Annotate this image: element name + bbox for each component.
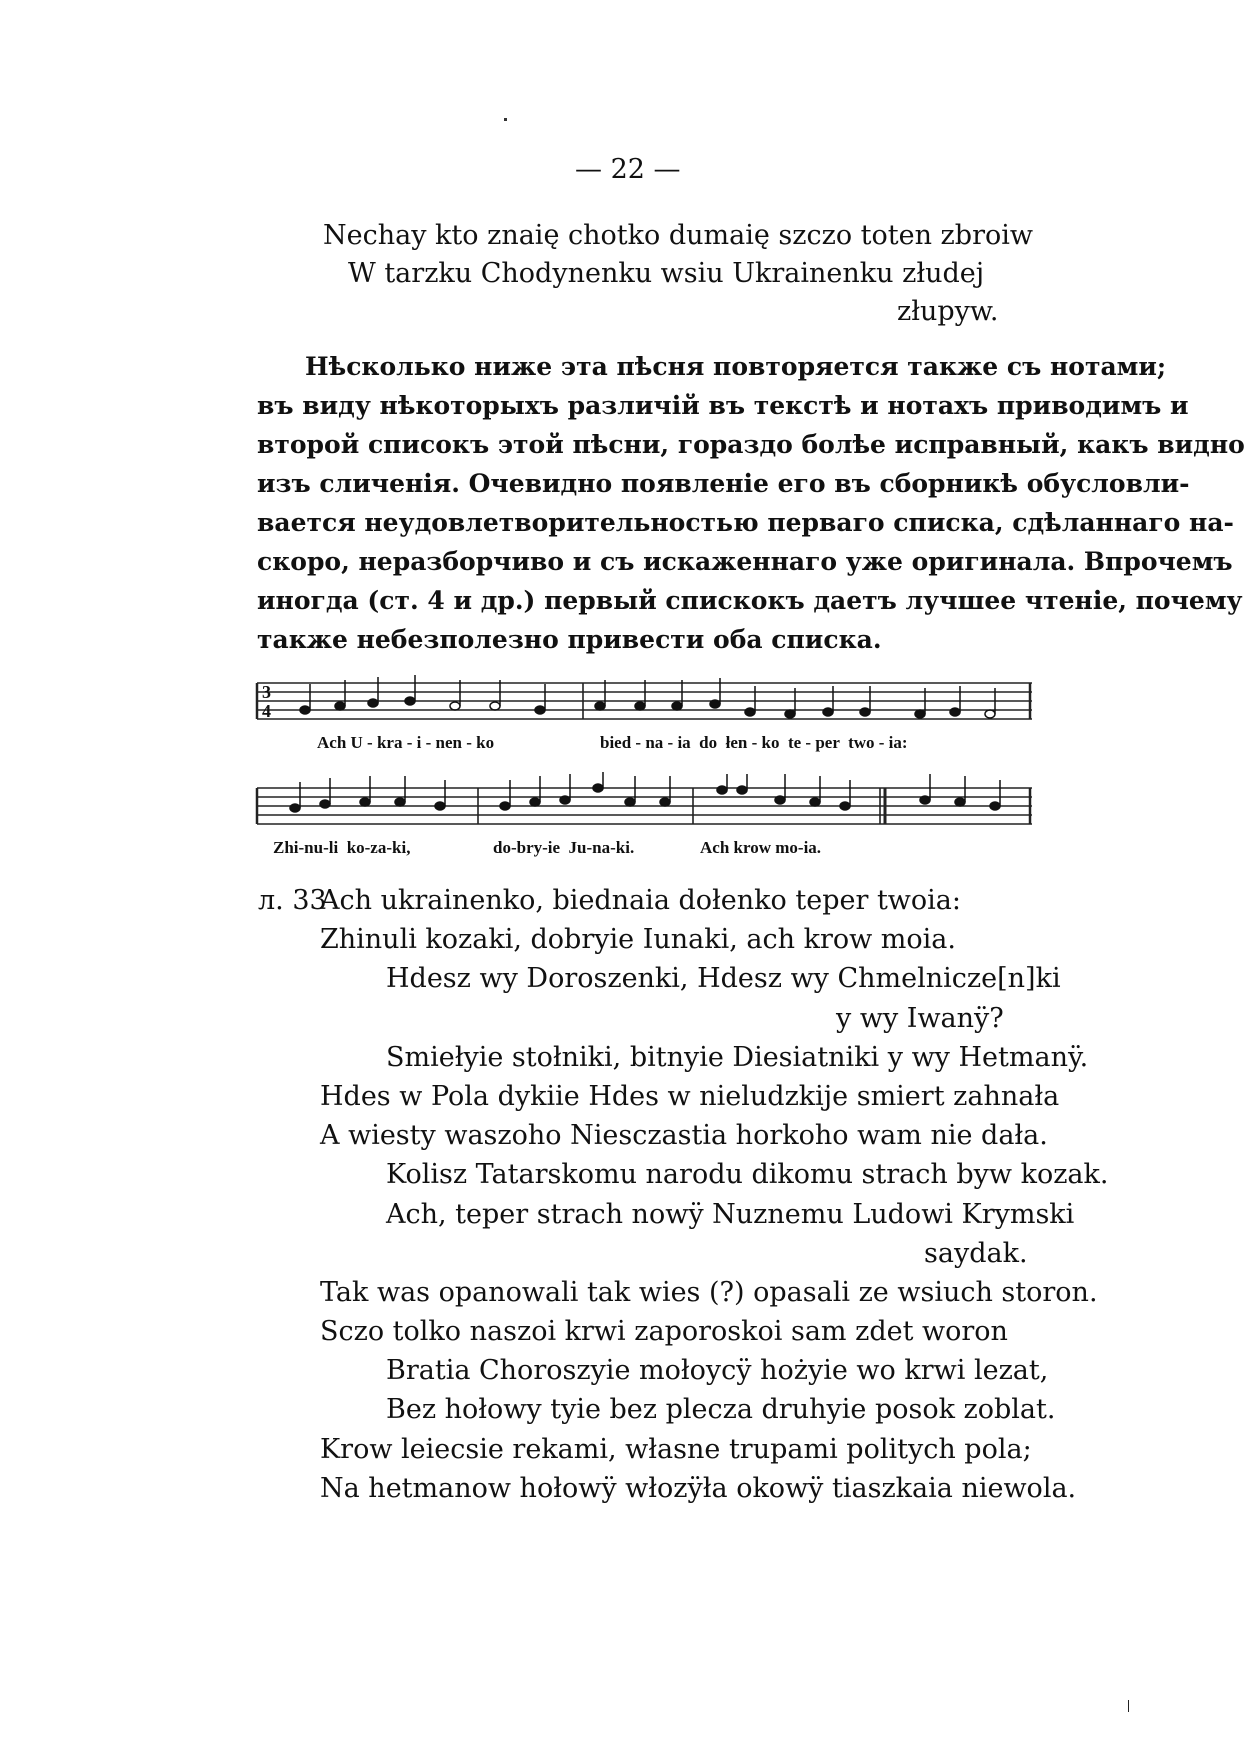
margin-note: л. 33: [258, 885, 327, 916]
commentary-line-8: также небезполезно привести оба списка.: [257, 625, 882, 654]
scan-edge-mark: [1128, 1700, 1129, 1712]
commentary-line-1: Нѣсколько ниже эта пѣсня повторяется также съ нотами;: [305, 352, 1167, 381]
poem-line-9: Ach, teper strach nowÿ Nuznemu Ludowi Krymski: [386, 1199, 1075, 1230]
poem-line-1: Ach ukrainenko, biednaia dołenko teper twoia:: [320, 885, 961, 916]
time-signature-top: 3: [262, 682, 271, 702]
commentary-line-3: второй списокъ этой пѣсни, гораздо болѣе исправный, какъ видно: [257, 430, 1245, 459]
music-notation: [0, 0, 1140, 900]
poem-line-12: Sczo tolko naszoi krwi zaporoskoi sam zdet woron: [320, 1316, 1008, 1347]
lyrics-line-2-part-2: do-bry-ie Ju-na-ki.: [493, 838, 635, 857]
lyrics-line-1-part-2: bied - na - ia do łen - ko te - per two - ia:: [600, 733, 908, 752]
page-number: — 22 —: [575, 154, 681, 185]
lyrics-line-1-part-1: Ach U - kra - i - nen - ko: [317, 733, 495, 752]
lyrics-line-2-part-3: Ach krow mo-ia.: [700, 838, 822, 857]
verse-intro-line-1: Nechay kto znaię chotko dumaię szczo toten zbroiw: [323, 220, 1033, 251]
commentary-line-5: вается неудовлетворительностью перваго списка, сдѣланнаго на-: [257, 508, 1234, 537]
staff-2: [257, 788, 1032, 824]
poem-line-8: Kolisz Tatarskomu narodu dikomu strach byw kozak.: [386, 1159, 1109, 1190]
commentary-line-2: въ виду нѣкоторыхъ различій въ текстѣ и нотахъ приводимъ и: [257, 391, 1189, 420]
poem-line-4: y wy Iwanÿ?: [836, 1003, 1004, 1034]
poem-line-14: Bez hołowy tyie bez plecza druhyie posok zoblat.: [386, 1394, 1056, 1425]
commentary-line-6: скоро, неразборчиво и съ искаженнаго уже оригинала. Впрочемъ: [257, 547, 1233, 576]
verse-intro-line-3: złupyw.: [897, 296, 999, 327]
lyrics-line-2-part-1: Zhi-nu-li ko-za-ki,: [273, 838, 411, 857]
poem-line-2: Zhinuli kozaki, dobryie Iunaki, ach krow moia.: [320, 924, 956, 955]
poem-line-6: Hdes w Pola dykiie Hdes w nieludzkije smiert zahnała: [320, 1081, 1060, 1112]
poem-line-10: saydak.: [924, 1238, 1028, 1269]
poem-line-11: Tak was opanowali tak wies (?) opasali ze wsiuch storon.: [320, 1277, 1098, 1308]
time-signature-bottom: 4: [262, 701, 271, 721]
poem-line-3: Hdesz wy Doroszenki, Hdesz wy Chmelnicze[n]ki: [386, 963, 1061, 994]
poem-line-15: Krow leiecsie rekami, własne trupami politych pola;: [320, 1434, 1032, 1465]
staff-1-notes: [300, 675, 995, 718]
poem-line-13: Bratia Choroszyie mołoycÿ hożyie wo krwi lezat,: [386, 1355, 1049, 1386]
poem-line-5: Smiełyie stołniki, bitnyie Diesiatniki y wy Hetmanÿ.: [386, 1042, 1089, 1073]
verse-intro-line-2: W tarzku Chodynenku wsiu Ukrainenku złudej: [348, 258, 985, 289]
commentary-line-7: иногда (ст. 4 и др.) первый спискокъ даетъ лучшее чтеніе, почему: [257, 586, 1243, 615]
commentary-line-4: изъ сличенія. Очевидно появленіе его въ сборникѣ обусловли-: [257, 469, 1190, 498]
poem-line-16: Na hetmanow hołowÿ włozÿła okowÿ tiaszkaia niewola.: [320, 1473, 1077, 1504]
poem-line-7: A wiesty waszoho Niesczastia horkoho wam nie dała.: [320, 1120, 1048, 1151]
